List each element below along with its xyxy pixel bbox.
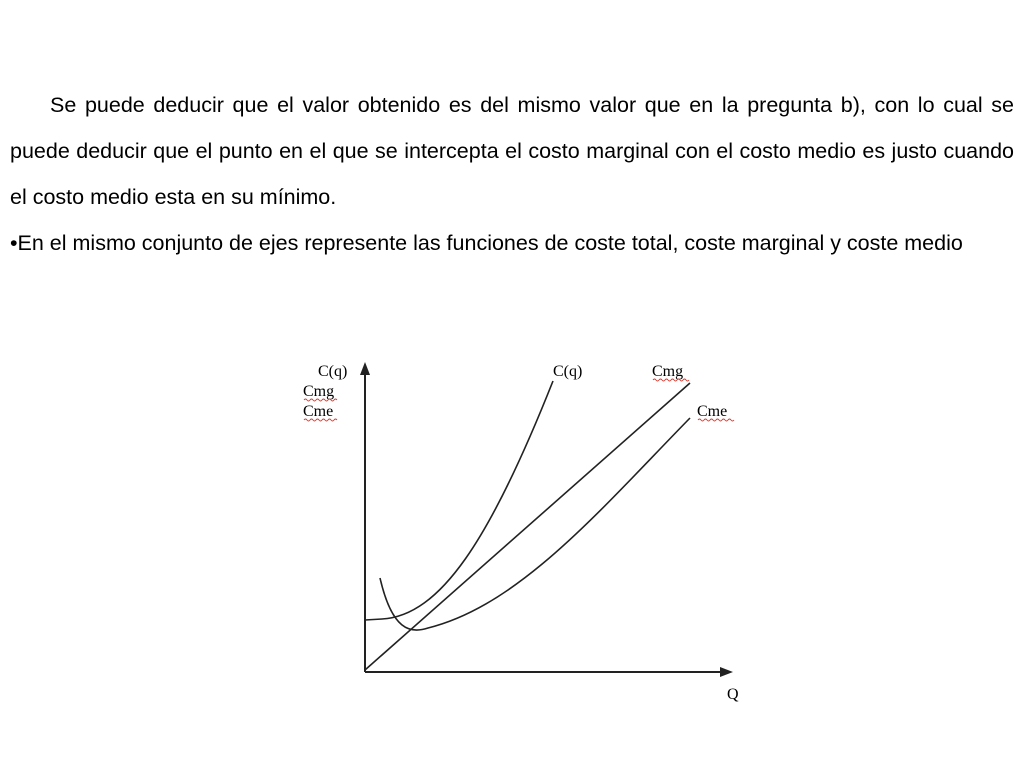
- slide-text: [10, 82, 1014, 266]
- y-axis-label-cmg: Cmg: [303, 383, 335, 400]
- x-axis-label-q: Q: [727, 686, 739, 703]
- y-axis-arrow-icon: [360, 362, 370, 375]
- curve-label-total-cost: C(q): [553, 363, 583, 380]
- cost-curves-figure: [290, 350, 760, 710]
- cost-curves-diagram: [290, 350, 760, 710]
- paragraph-instruction: •En el mismo conjunto de ejes represente las funciones de coste total, coste marginal y coste medio: [10, 231, 963, 255]
- curve-label-marginal-cost: Cmg: [652, 363, 684, 380]
- marginal-cost-line: [365, 383, 690, 670]
- total-cost-curve: [365, 381, 553, 620]
- y-axis-label-cme: Cme: [303, 403, 334, 420]
- average-cost-curve: [380, 418, 690, 630]
- y-axis-label-cq: C(q): [318, 363, 348, 380]
- x-axis-arrow-icon: [720, 667, 733, 677]
- paragraph-conclusion: Se puede deducir que el valor obtenido es del mismo valor que en la pregunta b), con lo cual se puede deducir que el punto en el que se intercepta el costo marginal con el costo medio es justo cuando el costo medio esta en su mínimo.: [10, 93, 1014, 209]
- curve-label-average-cost: Cme: [697, 403, 728, 420]
